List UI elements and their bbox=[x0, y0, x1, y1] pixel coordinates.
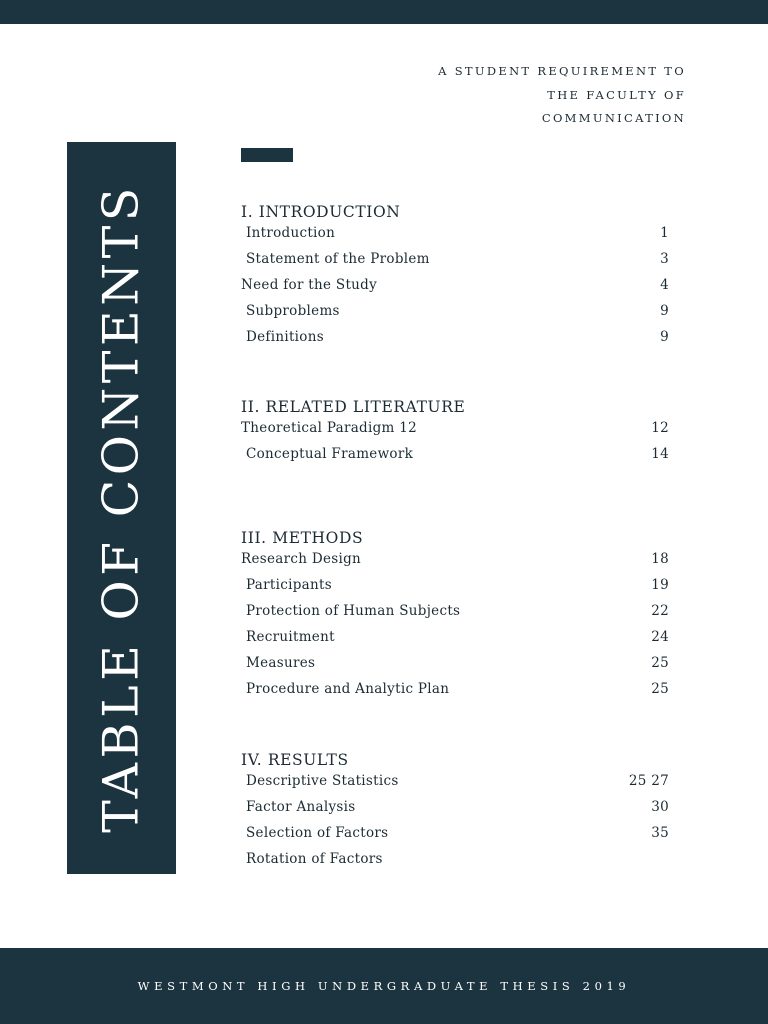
section-heading: III. METHODS bbox=[241, 529, 364, 547]
toc-entry bbox=[241, 251, 671, 277]
section-entries bbox=[241, 225, 671, 355]
toc-entry-label: Protection of Human Subjects bbox=[246, 603, 461, 619]
toc-entry-page: 19 bbox=[651, 577, 669, 593]
toc-entry bbox=[241, 681, 671, 707]
toc-entry-page: 12 bbox=[651, 420, 669, 436]
toc-entry-label: Procedure and Analytic Plan bbox=[246, 681, 450, 697]
toc-entry-page: 25 27 bbox=[628, 773, 669, 789]
toc-entry-label: Measures bbox=[246, 655, 316, 671]
top-color-bar bbox=[0, 0, 768, 24]
toc-entry-page: 25 bbox=[651, 681, 669, 697]
toc-entry-page: 3 bbox=[660, 251, 669, 267]
toc-entry-label: Participants bbox=[246, 577, 332, 593]
footer-bar bbox=[0, 948, 768, 1024]
footer-text: WESTMONT HIGH UNDERGRADUATE THESIS 2019 bbox=[137, 979, 631, 993]
toc-section bbox=[241, 394, 671, 472]
toc-entry-page: 4 bbox=[660, 277, 669, 293]
toc-entry-page: 24 bbox=[651, 629, 669, 645]
accent-divider bbox=[241, 148, 293, 162]
toc-entry-page: 9 bbox=[660, 329, 669, 345]
toc-entry bbox=[241, 825, 671, 851]
toc-entry-label: Factor Analysis bbox=[246, 799, 356, 815]
section-heading: I. INTRODUCTION bbox=[241, 203, 401, 221]
toc-entry bbox=[241, 446, 671, 472]
toc-entry-page: 22 bbox=[651, 603, 669, 619]
toc-entry bbox=[241, 551, 671, 577]
section-heading: IV. RESULTS bbox=[241, 751, 349, 769]
toc-entry-page: 30 bbox=[651, 799, 669, 815]
toc-entry bbox=[241, 420, 671, 446]
toc-entry bbox=[241, 277, 671, 303]
toc-entry-label: Introduction bbox=[246, 225, 336, 241]
toc-entry bbox=[241, 655, 671, 681]
toc-entry-label: Research Design bbox=[241, 551, 362, 567]
sidebar-title: TABLE OF CONTENTS bbox=[92, 183, 150, 833]
toc-entry-page: 18 bbox=[651, 551, 669, 567]
toc-entry-label: Descriptive Statistics bbox=[246, 773, 399, 789]
toc-entry bbox=[241, 303, 671, 329]
toc-entry-label: Subproblems bbox=[246, 303, 340, 319]
section-entries bbox=[241, 551, 671, 707]
toc-entry-page: 25 bbox=[651, 655, 669, 671]
toc-entry-label: Selection of Factors bbox=[246, 825, 389, 841]
toc-section bbox=[241, 199, 671, 355]
toc-entry-label: Conceptual Framework bbox=[246, 446, 414, 462]
toc-entry bbox=[241, 329, 671, 355]
requirement-line: THE FACULTY OF bbox=[547, 87, 686, 102]
toc-entry bbox=[241, 577, 671, 603]
toc-entry bbox=[241, 799, 671, 825]
section-heading: II. RELATED LITERATURE bbox=[241, 398, 466, 416]
toc-entry-label: Theoretical Paradigm 12 bbox=[241, 420, 418, 436]
requirement-line: A STUDENT REQUIREMENT TO bbox=[438, 64, 686, 78]
toc-entry-label: Statement of the Problem bbox=[246, 251, 430, 267]
requirement-line: COMMUNICATION bbox=[541, 111, 686, 125]
toc-entry bbox=[241, 851, 671, 877]
sidebar-title-block bbox=[67, 142, 176, 874]
toc-entry-page: 9 bbox=[660, 303, 669, 319]
requirement-note bbox=[438, 60, 686, 131]
section-entries bbox=[241, 773, 671, 877]
toc-entry-page: 1 bbox=[660, 225, 669, 241]
toc-entry bbox=[241, 773, 671, 799]
toc-entry bbox=[241, 629, 671, 655]
toc-section bbox=[241, 747, 671, 877]
toc-section bbox=[241, 525, 671, 707]
toc-entry-page: 35 bbox=[651, 825, 669, 841]
toc-entry-label: Definitions bbox=[246, 329, 324, 345]
toc-entry-label: Need for the Study bbox=[241, 277, 378, 293]
toc-entry-label: Rotation of Factors bbox=[246, 851, 383, 867]
toc-entry bbox=[241, 225, 671, 251]
toc-entry bbox=[241, 603, 671, 629]
toc-entry-label: Recruitment bbox=[246, 629, 335, 645]
toc-entry-page: 14 bbox=[651, 446, 669, 462]
section-entries bbox=[241, 420, 671, 472]
